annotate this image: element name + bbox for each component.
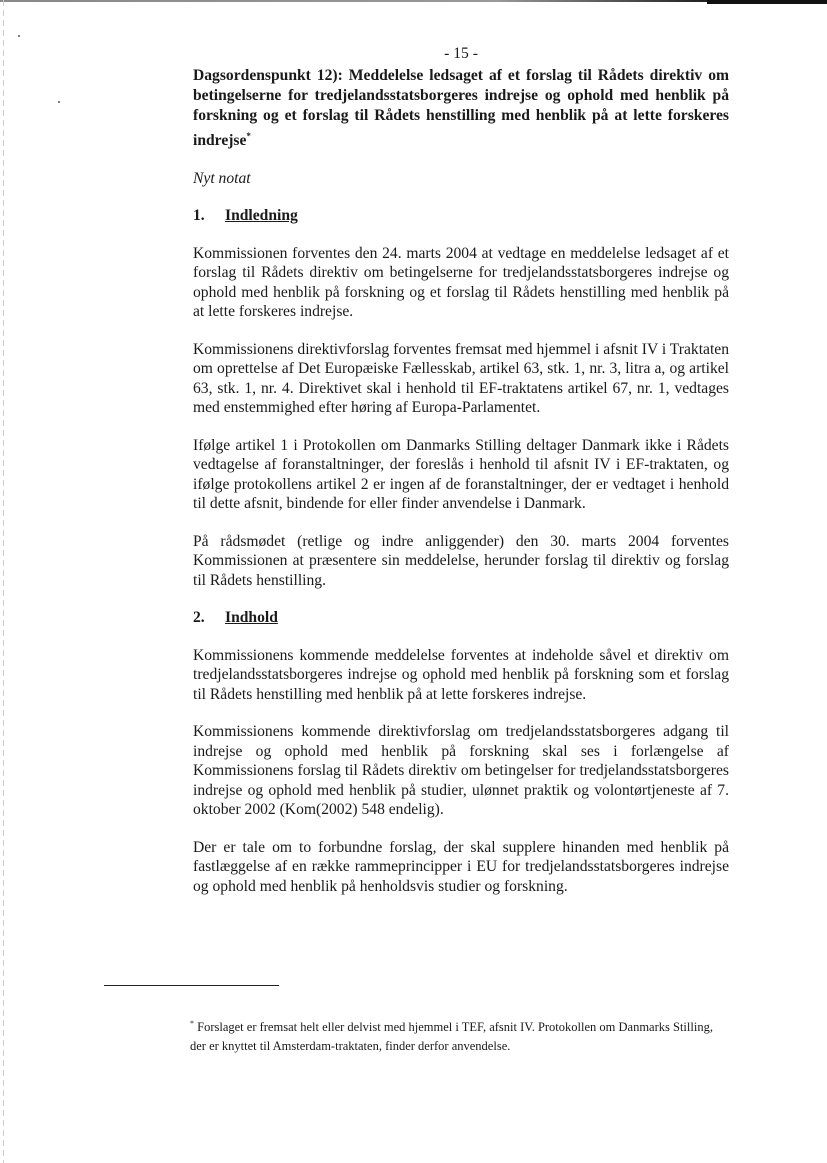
section-heading: Indhold: [225, 609, 278, 627]
scan-edge-top: [0, 0, 827, 2]
scan-edge-left: [3, 0, 4, 1163]
paragraph: Kommissionens kommende meddelelse forventes at indeholde såvel et direktiv om tredjelandsstatsborgeres indrejse og ophold med henblik på forskning som et forslag til Rådets henstilling med henblik på at lette forskeres indrejse.: [193, 646, 729, 703]
agenda-heading-text: Dagsordenspunkt 12): Meddelelse ledsaget af et forslag til Rådets direktiv om betingelserne for tredjelandsstatsborgeres indrejse og ophold med henblik på forskning og et forslag til Rådets henstilling med henblik på at lette forskeres indrejse: [193, 66, 729, 149]
section-content: [193, 608, 729, 896]
footnote-text: Forslaget er fremsat helt eller delvist med hjemmel i TEF, afsnit IV. Protokollen om Danmarks Stilling, der er knyttet til Amsterdam-traktaten, finder derfor anvendelse.: [190, 1020, 713, 1054]
section-number: 1.: [193, 207, 205, 225]
agenda-heading: [193, 66, 729, 151]
paragraph: Ifølge artikel 1 i Protokollen om Danmarks Stilling deltager Danmark ikke i Rådets vedtagelse af foranstaltninger, der foreslås i henhold til afsnit IV i EF-traktaten, og ifølge protokollens artikel 2 er ingen af de foranstaltninger, der er vedtaget i henhold til dette afsnit, bindende for eller finder anvendelse i Danmark.: [193, 436, 729, 513]
note-label: Nyt notat: [193, 169, 251, 187]
paragraph: Der er tale om to forbundne forslag, der skal supplere hinanden med henblik på fastlæggelse af en række rammeprincipper i EU for tredjelandsstatsborgeres indrejse og ophold med henblik på henholdsvis studier og forskning.: [193, 838, 729, 895]
section-title: [193, 206, 729, 226]
scan-edge-top-right: [707, 0, 827, 4]
paragraph: Kommissionen forventes den 24. marts 2004 at vedtage en meddelelse ledsaget af et forslag til Rådets direktiv om betingelserne for tredjelandsstatsborgeres indrejse og ophold med henblik på forskning og et forslag til Rådets henstilling med henblik på at lette forskeres indrejse.: [193, 244, 729, 321]
page-number: - 15 -: [444, 45, 478, 62]
paragraph: Kommissionens kommende direktivforslag om tredjelandsstatsborgeres adgang til indrejse og ophold med henblik på forskning skal ses i forlængelse af Kommissionens forslag til Rådets direktiv om betingelser for tredjelandsstatsborgeres indrejse og ophold med henblik på studier, ulønnet praktik og volontørtjeneste af 7. oktober 2002 (Kom(2002) 548 endelig).: [193, 723, 729, 819]
paragraph: Kommissionens direktivforslag forventes fremsat med hjemmel i afsnit IV i Traktaten om oprettelse af Det Europæiske Fællesskab, artikel 63, stk. 1, nr. 3, litra a, og artikel 63, stk. 1, nr. 4. Direktivet skal i henhold til EF-traktatens artikel 67, nr. 1, vedtages med enstemmighed efter høring af Europa-Parlamentet.: [193, 340, 729, 417]
scan-speck: [18, 35, 20, 37]
footnote-reference: *: [246, 130, 251, 141]
document-page: [193, 44, 729, 896]
footnote: [190, 1014, 730, 1056]
paragraph: På rådsmødet (retlige og indre anliggender) den 30. marts 2004 forventes Kommissionen at præsentere sin meddelelse, herunder forslag til direktiv og forslag til Rådets henstilling.: [193, 532, 729, 589]
scan-speck: [58, 101, 60, 103]
section-heading: Indledning: [225, 207, 298, 225]
section-number: 2.: [193, 609, 205, 627]
section-introduction: [193, 206, 729, 590]
section-title: [193, 608, 729, 628]
footnote-marker: *: [190, 1019, 194, 1028]
footnote-separator: [104, 985, 279, 986]
